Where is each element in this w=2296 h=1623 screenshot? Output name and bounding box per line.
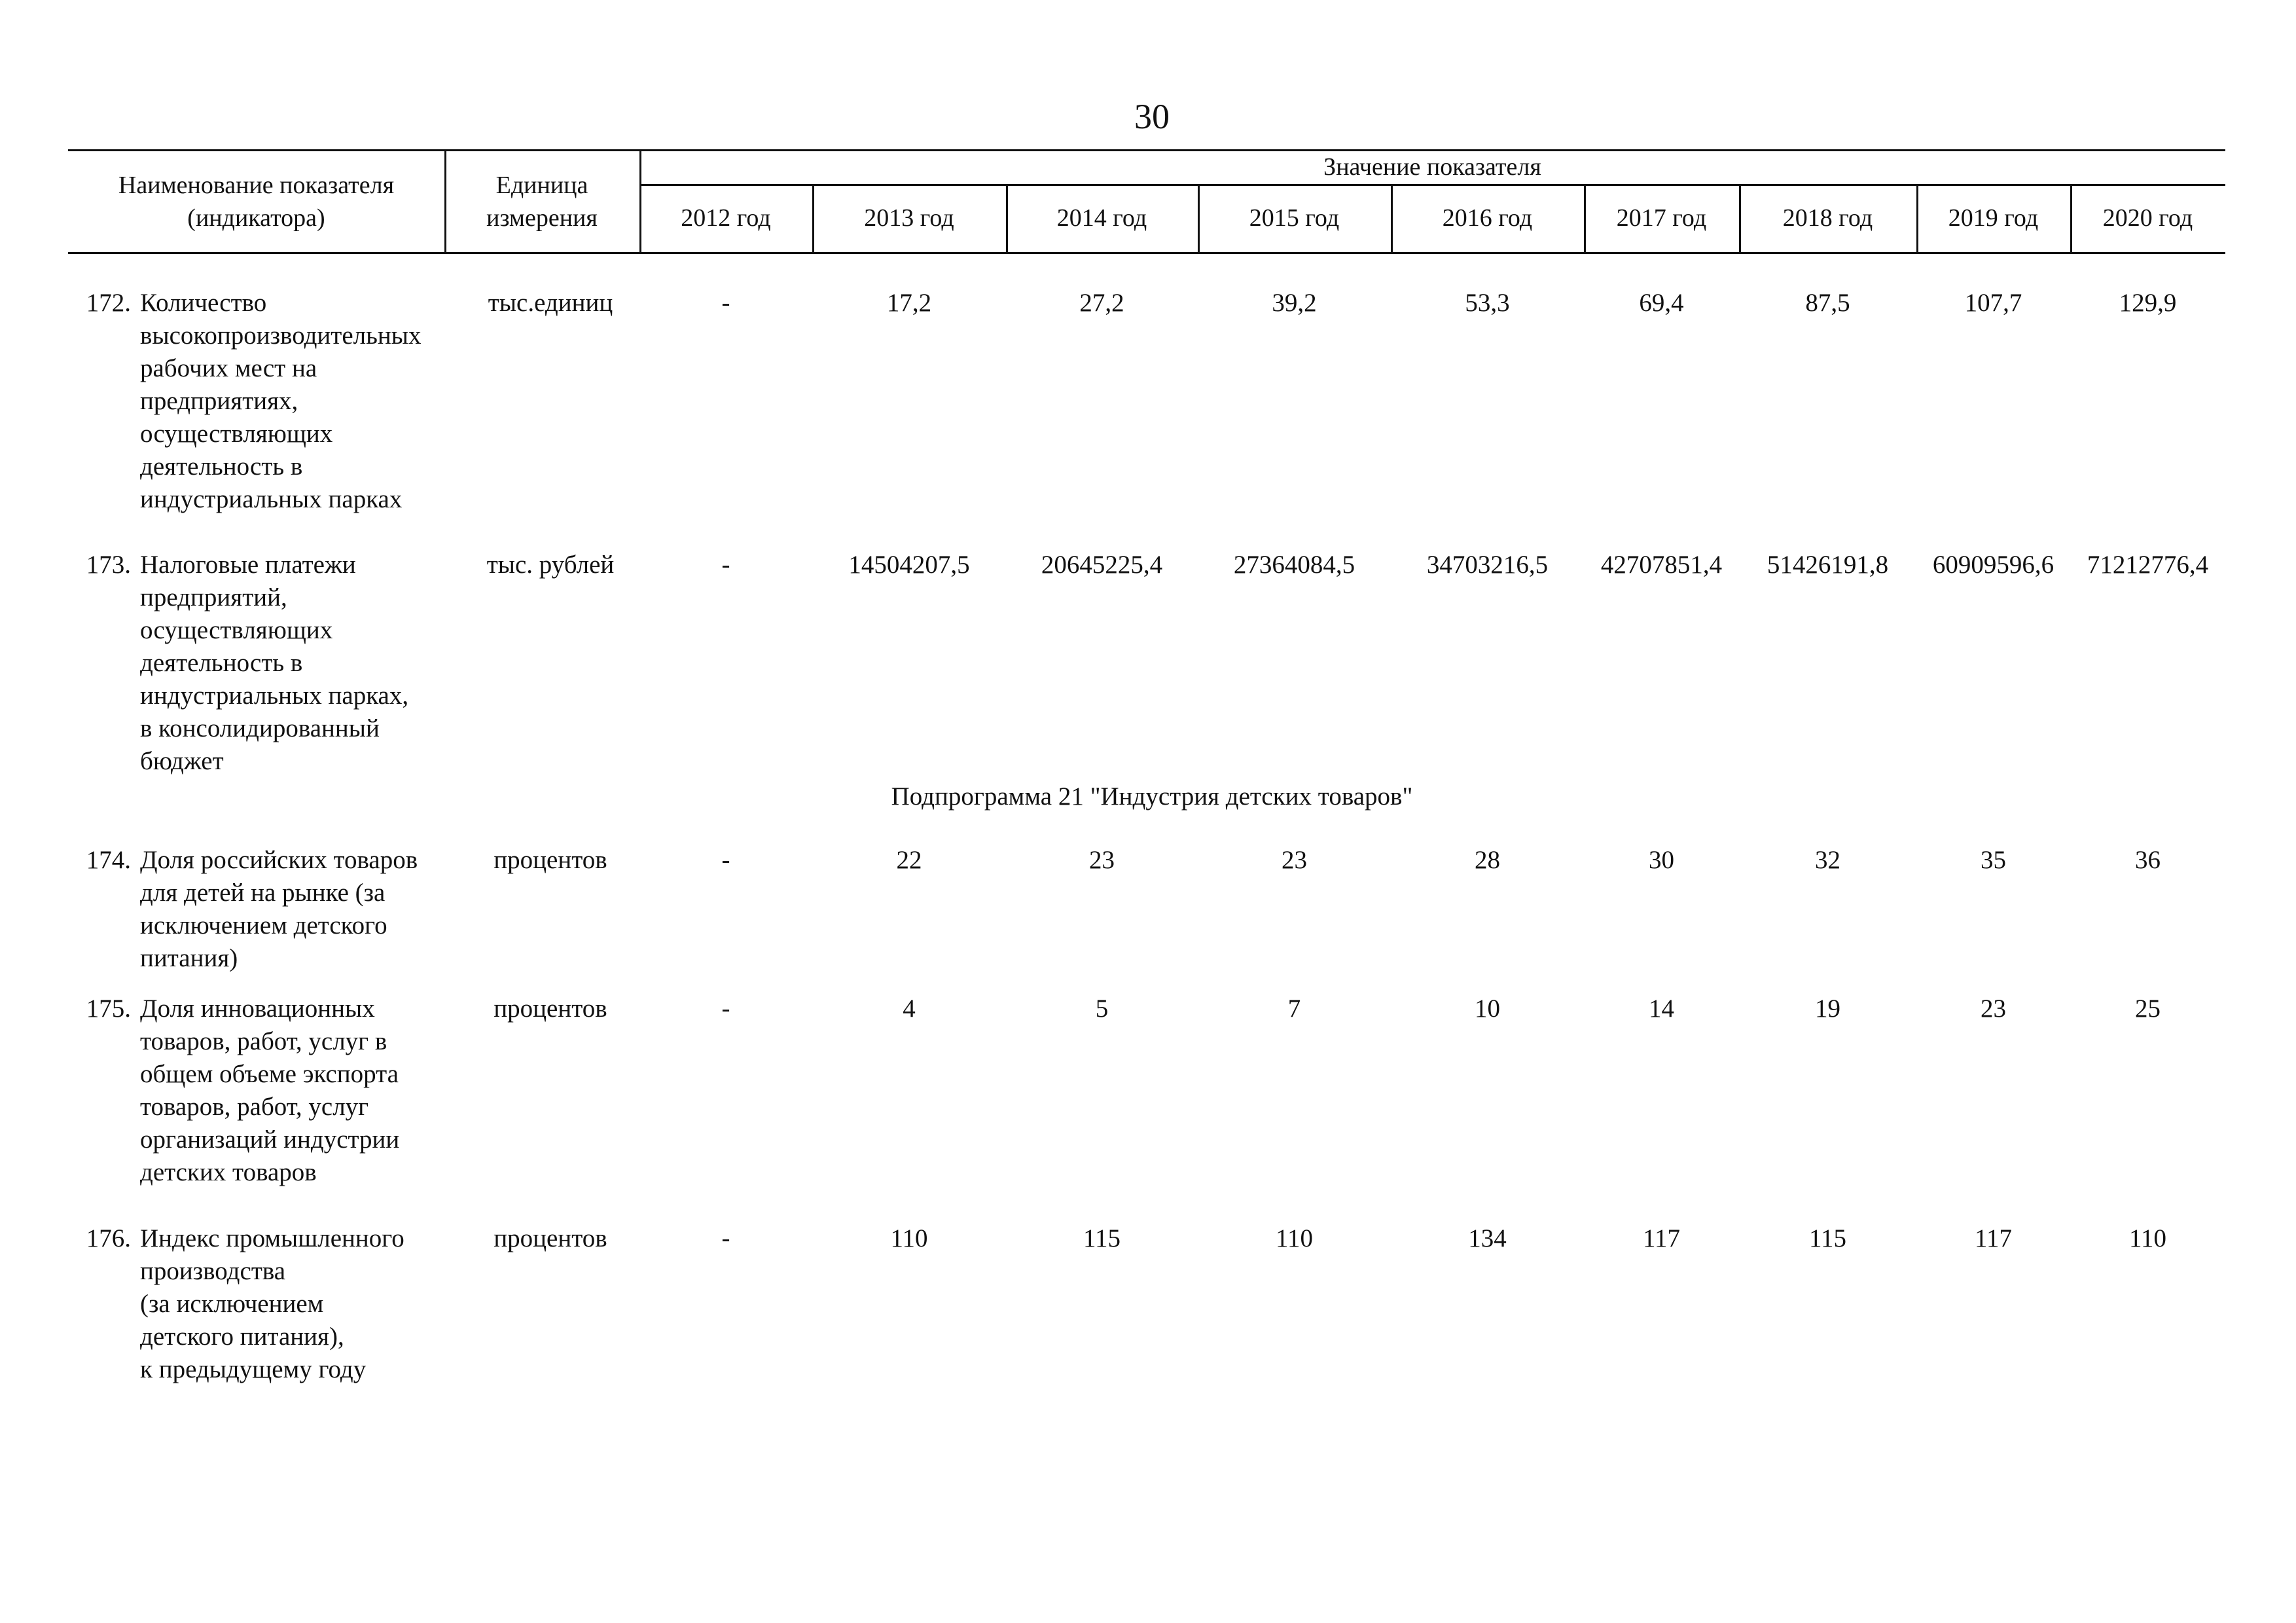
value-2012: - [721,289,730,317]
indicator-name: Количество высокопроизводительных рабочих мест на предприятиях, осуществляющих деятельность в индустриальных парках [140,289,422,513]
header-year: 2014 год [1056,204,1147,232]
value-2015: 110 [1275,1224,1314,1252]
value-2017: 69,4 [1639,289,1684,317]
indicator-name: Доля российских товаров для детей на рынке (за исключением детского питания) [140,846,418,972]
value-2020: 36 [2135,846,2161,874]
unit-of-measure: тыс.единиц [488,289,613,317]
subprogram-heading: Подпрограмма 21 "Индустрия детских товаров" [891,782,1413,811]
value-2019: 117 [1974,1224,2013,1252]
header-mid-rule [639,184,2225,186]
row-number: 173. [86,551,131,579]
header-value-group: Значение показателя [1323,153,1541,181]
value-2013: 4 [903,994,916,1023]
value-2015: 7 [1287,994,1301,1023]
header-year: 2020 год [2102,204,2193,232]
header-year: 2015 год [1249,204,1340,232]
row-number: 176. [86,1224,131,1252]
value-2012: - [721,1224,730,1252]
header-year: 2019 год [1948,204,2039,232]
value-2014: 23 [1089,846,1115,874]
value-2019: 35 [1981,846,2006,874]
value-2016: 28 [1475,846,1500,874]
header-bottom-rule [68,252,2225,254]
header-year: 2017 год [1616,204,1707,232]
value-2016: 134 [1468,1224,1507,1252]
value-2020: 110 [2128,1224,2167,1252]
header-year: 2018 год [1782,204,1873,232]
header-year: 2013 год [864,204,954,232]
value-2016: 34703216,5 [1426,551,1549,579]
header-year: 2012 год [681,204,771,232]
value-2017: 30 [1649,846,1674,874]
row-number: 174. [86,846,131,874]
value-2018: 87,5 [1805,289,1850,317]
value-2014: 27,2 [1079,289,1124,317]
value-2019: 23 [1981,994,2006,1023]
value-2017: 42707851,4 [1600,551,1723,579]
page-number: 30 [1134,97,1170,136]
value-2017: 117 [1642,1224,1681,1252]
value-2015: 23 [1282,846,1307,874]
value-2016: 53,3 [1465,289,1510,317]
value-2020: 25 [2135,994,2161,1023]
indicator-name: Индекс промышленного производства (за исключением детского питания), к предыдущему году [140,1224,404,1383]
value-2020: 129,9 [2119,289,2177,317]
value-2019: 107,7 [1964,289,2022,317]
value-2018: 51426191,8 [1767,551,1889,579]
value-2016: 10 [1475,994,1500,1023]
unit-of-measure: тыс. рублей [486,551,615,579]
header-unit-column: Единица измерения [486,172,598,232]
value-2019: 60909596,6 [1932,551,2054,579]
value-2018: 19 [1815,994,1840,1023]
value-2018: 115 [1808,1224,1847,1252]
header-name-column: Наименование показателя (индикатора) [118,172,395,232]
value-2012: - [721,846,730,874]
indicator-name: Налоговые платежи предприятий, осуществляющих деятельность в индустриальных парках, в консолидированный бюджет [140,551,409,775]
value-2020: 71212776,4 [2087,551,2209,579]
value-2013: 110 [890,1224,928,1252]
row-number: 172. [86,289,131,317]
value-2012: - [721,551,730,579]
indicator-name: Доля инновационных товаров, работ, услуг в общем объеме экспорта товаров, работ, услуг организаций индустрии детских товаров [140,994,400,1186]
header-year: 2016 год [1442,204,1533,232]
value-2013: 22 [896,846,922,874]
unit-of-measure: процентов [493,846,607,874]
value-2014: 20645225,4 [1041,551,1163,579]
unit-of-measure: процентов [493,994,607,1023]
value-2017: 14 [1649,994,1674,1023]
value-2015: 39,2 [1272,289,1317,317]
value-2015: 27364084,5 [1233,551,1355,579]
value-2014: 5 [1095,994,1109,1023]
unit-of-measure: процентов [493,1224,607,1252]
value-2012: - [721,994,730,1023]
value-2018: 32 [1815,846,1840,874]
value-2013: 17,2 [886,289,932,317]
row-number: 175. [86,994,131,1023]
value-2014: 115 [1083,1224,1121,1252]
value-2013: 14504207,5 [848,551,970,579]
